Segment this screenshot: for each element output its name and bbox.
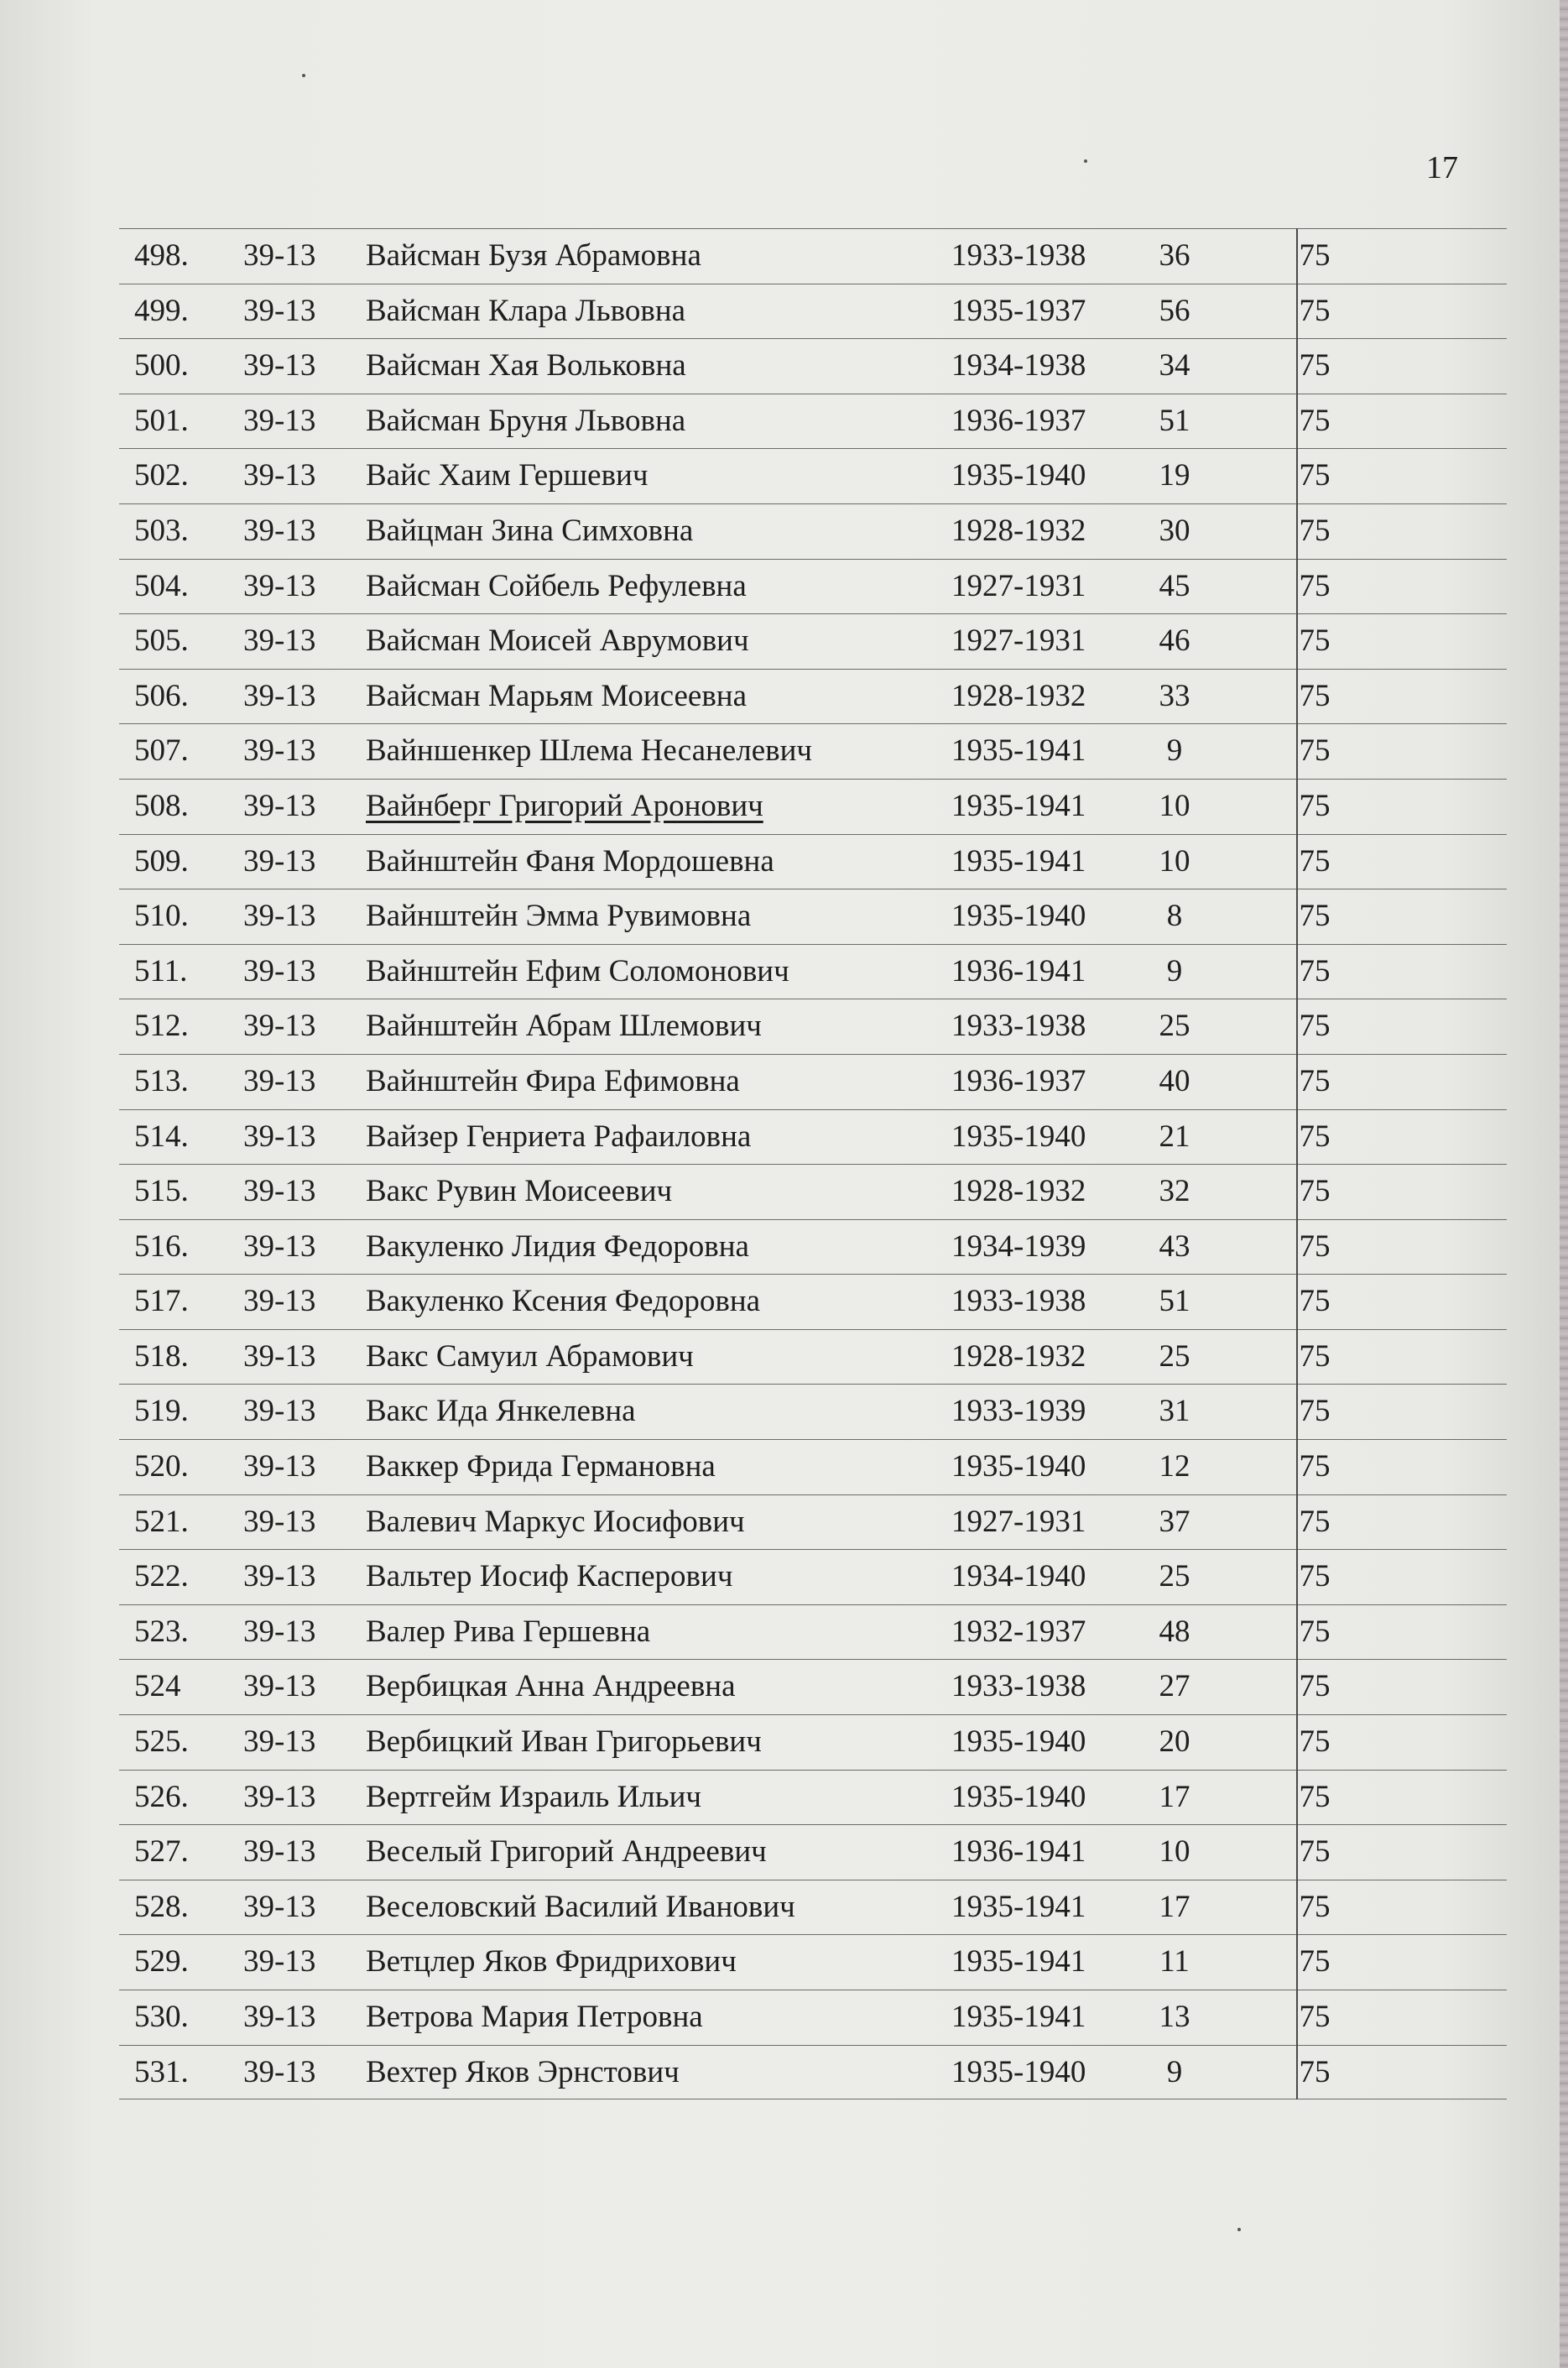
row-code: 39-13 <box>243 1504 316 1539</box>
row-value: 75 <box>1299 2054 1331 2089</box>
row-years: 1927-1931 <box>951 623 1086 659</box>
row-years: 1935-1940 <box>951 1779 1086 1814</box>
row-value: 75 <box>1299 513 1331 548</box>
row-value: 75 <box>1299 1228 1331 1264</box>
row-years: 1935-1940 <box>951 899 1086 934</box>
row-name: Вайцман Зина Симховна <box>366 513 694 548</box>
row-years: 1935-1940 <box>951 1119 1086 1154</box>
row-count: 48 <box>1159 1614 1190 1649</box>
row-count: 13 <box>1159 2000 1190 2034</box>
row-value: 75 <box>1299 1284 1331 1319</box>
row-years: 1936-1941 <box>951 953 1086 988</box>
table-row <box>119 1054 1507 1109</box>
row-number: 516. <box>134 1228 189 1264</box>
row-name: Вакс Ида Янкелевна <box>366 1394 636 1429</box>
row-count: 45 <box>1159 568 1190 603</box>
row-number: 514. <box>134 1119 189 1154</box>
row-number: 498. <box>134 238 189 273</box>
row-count: 37 <box>1159 1504 1190 1539</box>
table-row <box>119 1384 1507 1439</box>
row-count: 11 <box>1159 1944 1190 1979</box>
row-number: 530. <box>134 2000 189 2034</box>
row-count: 10 <box>1159 843 1190 879</box>
row-name: Вакс Самуил Абрамович <box>366 1338 694 1374</box>
row-code: 39-13 <box>243 1834 316 1870</box>
row-code: 39-13 <box>243 1338 316 1374</box>
table-row <box>119 448 1507 503</box>
row-code: 39-13 <box>243 623 316 659</box>
table-row <box>119 1880 1507 1935</box>
table-row <box>119 1329 1507 1385</box>
row-years: 1935-1941 <box>951 843 1086 879</box>
row-number: 525. <box>134 1724 189 1760</box>
row-name: Валевич Маркус Иосифович <box>366 1504 745 1539</box>
row-code: 39-13 <box>243 1394 316 1429</box>
row-count: 51 <box>1159 403 1190 438</box>
row-number: 510. <box>134 899 189 934</box>
row-years: 1935-1941 <box>951 733 1086 769</box>
row-value: 75 <box>1299 733 1331 769</box>
row-code: 39-13 <box>243 1009 316 1044</box>
row-count: 12 <box>1159 1449 1190 1484</box>
row-years: 1936-1937 <box>951 1063 1086 1098</box>
table-row <box>119 779 1507 834</box>
row-number: 526. <box>134 1779 189 1814</box>
table-row <box>119 723 1507 779</box>
row-years: 1933-1938 <box>951 1669 1086 1704</box>
table-row <box>119 1770 1507 1825</box>
row-years: 1935-1937 <box>951 293 1086 328</box>
row-count: 46 <box>1159 623 1190 659</box>
row-count: 25 <box>1159 1559 1190 1594</box>
row-years: 1935-1940 <box>951 1724 1086 1760</box>
row-years: 1927-1931 <box>951 1504 1086 1539</box>
row-code: 39-13 <box>243 2000 316 2034</box>
row-years: 1935-1941 <box>951 1889 1086 1924</box>
row-value: 75 <box>1299 1779 1331 1814</box>
row-value: 75 <box>1299 293 1331 328</box>
table-row <box>119 284 1507 339</box>
table-row <box>119 834 1507 889</box>
paper-speck <box>302 74 305 77</box>
table-row <box>119 613 1507 669</box>
row-years: 1928-1932 <box>951 513 1086 548</box>
row-number: 500. <box>134 348 189 383</box>
row-number: 521. <box>134 1504 189 1539</box>
row-number: 509. <box>134 843 189 879</box>
row-code: 39-13 <box>243 1614 316 1649</box>
row-years: 1933-1938 <box>951 238 1086 273</box>
row-number: 512. <box>134 1009 189 1044</box>
table-row <box>119 228 1507 284</box>
row-number: 529. <box>134 1944 189 1979</box>
table-row <box>119 999 1507 1054</box>
row-count: 36 <box>1159 238 1190 273</box>
row-number: 503. <box>134 513 189 548</box>
row-code: 39-13 <box>243 1119 316 1154</box>
row-number: 523. <box>134 1614 189 1649</box>
row-name: Вайсман Сойбель Рефулевна <box>366 568 747 603</box>
row-years: 1933-1939 <box>951 1394 1086 1429</box>
row-code: 39-13 <box>243 513 316 548</box>
row-number: 519. <box>134 1394 189 1429</box>
row-number: 506. <box>134 678 189 713</box>
row-name: Вайс Хаим Гершевич <box>366 458 649 493</box>
row-code: 39-13 <box>243 1889 316 1924</box>
row-count: 25 <box>1159 1009 1190 1044</box>
row-number: 522. <box>134 1559 189 1594</box>
row-value: 75 <box>1299 623 1331 659</box>
row-number: 524 <box>134 1669 181 1704</box>
row-count: 51 <box>1159 1284 1190 1319</box>
row-value: 75 <box>1299 1394 1331 1429</box>
row-value: 75 <box>1299 953 1331 988</box>
table-row <box>119 1990 1507 2045</box>
row-years: 1927-1931 <box>951 568 1086 603</box>
row-count: 40 <box>1159 1063 1190 1098</box>
table-row <box>119 1274 1507 1329</box>
row-name: Вайнштейн Эмма Рувимовна <box>366 899 752 934</box>
row-code: 39-13 <box>243 1724 316 1760</box>
page-number: 17 <box>1426 150 1458 185</box>
row-number: 507. <box>134 733 189 769</box>
row-value: 75 <box>1299 403 1331 438</box>
row-value: 75 <box>1299 899 1331 934</box>
row-value: 75 <box>1299 1614 1331 1649</box>
row-code: 39-13 <box>243 1174 316 1209</box>
row-years: 1936-1941 <box>951 1834 1086 1870</box>
row-years: 1928-1932 <box>951 678 1086 713</box>
row-value: 75 <box>1299 2000 1331 2034</box>
row-count: 56 <box>1159 293 1190 328</box>
row-value: 75 <box>1299 1063 1331 1098</box>
table-row <box>119 1604 1507 1660</box>
row-number: 502. <box>134 458 189 493</box>
row-name: Вайнберг Григорий Аронович <box>366 788 763 823</box>
row-code: 39-13 <box>243 2054 316 2089</box>
row-value: 75 <box>1299 788 1331 823</box>
row-name: Вайнштейн Фира Ефимовна <box>366 1063 740 1098</box>
table-row <box>119 889 1507 944</box>
row-name: Ветцлер Яков Фридрихович <box>366 1944 737 1979</box>
row-name: Вайсман Бруня Львовна <box>366 403 686 438</box>
row-name: Вайншенкер Шлема Несанелевич <box>366 733 813 769</box>
row-count: 21 <box>1159 1119 1190 1154</box>
table-row <box>119 1109 1507 1165</box>
row-code: 39-13 <box>243 293 316 328</box>
row-name: Веселовский Василий Иванович <box>366 1889 795 1924</box>
row-count: 9 <box>1166 953 1183 988</box>
row-number: 517. <box>134 1284 189 1319</box>
row-years: 1936-1937 <box>951 403 1086 438</box>
row-count: 10 <box>1159 788 1190 823</box>
row-name: Вербицкий Иван Григорьевич <box>366 1724 762 1760</box>
row-value: 75 <box>1299 1504 1331 1539</box>
row-name: Вертгейм Израиль Ильич <box>366 1779 701 1814</box>
table-row <box>119 338 1507 394</box>
row-value: 75 <box>1299 1338 1331 1374</box>
row-name: Вайсман Марьям Моисеевна <box>366 678 748 713</box>
row-number: 504. <box>134 568 189 603</box>
row-count: 27 <box>1159 1669 1190 1704</box>
row-name: Вайсман Моисей Аврумович <box>366 623 749 659</box>
row-number: 520. <box>134 1449 189 1484</box>
row-code: 39-13 <box>243 458 316 493</box>
table-row <box>119 1934 1507 1990</box>
row-count: 34 <box>1159 348 1190 383</box>
row-value: 75 <box>1299 1669 1331 1704</box>
row-name: Вербицкая Анна Андреевна <box>366 1669 736 1704</box>
row-name: Вайнштейн Фаня Мордошевна <box>366 843 774 879</box>
row-count: 17 <box>1159 1779 1190 1814</box>
table-row <box>119 1494 1507 1550</box>
table-row <box>119 503 1507 559</box>
row-number: 508. <box>134 788 189 823</box>
row-code: 39-13 <box>243 1559 316 1594</box>
row-number: 528. <box>134 1889 189 1924</box>
row-value: 75 <box>1299 458 1331 493</box>
row-name: Ваккер Фрида Германовна <box>366 1449 716 1484</box>
row-code: 39-13 <box>243 899 316 934</box>
row-code: 39-13 <box>243 733 316 769</box>
row-number: 513. <box>134 1063 189 1098</box>
row-value: 75 <box>1299 1834 1331 1870</box>
row-name: Вайсман Клара Львовна <box>366 293 686 328</box>
row-years: 1932-1937 <box>951 1614 1086 1649</box>
table-row <box>119 2045 1507 2100</box>
row-number: 505. <box>134 623 189 659</box>
row-value: 75 <box>1299 1889 1331 1924</box>
row-code: 39-13 <box>243 348 316 383</box>
table-row <box>119 1219 1507 1275</box>
row-code: 39-13 <box>243 1063 316 1098</box>
row-name: Вайзер Генриета Рафаиловна <box>366 1119 752 1154</box>
table-row <box>119 944 1507 999</box>
table-row <box>119 1439 1507 1494</box>
row-code: 39-13 <box>243 1779 316 1814</box>
row-number: 518. <box>134 1338 189 1374</box>
row-years: 1933-1938 <box>951 1009 1086 1044</box>
row-count: 20 <box>1159 1724 1190 1760</box>
row-years: 1935-1940 <box>951 458 1086 493</box>
row-value: 75 <box>1299 1174 1331 1209</box>
row-years: 1933-1938 <box>951 1284 1086 1319</box>
table-row <box>119 1549 1507 1604</box>
row-name: Вакуленко Ксения Федоровна <box>366 1284 761 1319</box>
row-code: 39-13 <box>243 568 316 603</box>
row-count: 17 <box>1159 1889 1190 1924</box>
row-years: 1934-1938 <box>951 348 1086 383</box>
row-name: Вайнштейн Ефим Соломонович <box>366 953 789 988</box>
row-name: Вакс Рувин Моисеевич <box>366 1174 673 1209</box>
row-count: 33 <box>1159 678 1190 713</box>
row-years: 1935-1940 <box>951 2054 1086 2089</box>
row-value: 75 <box>1299 238 1331 273</box>
row-years: 1934-1940 <box>951 1559 1086 1594</box>
row-name: Ветрова Мария Петровна <box>366 2000 703 2034</box>
row-count: 8 <box>1166 899 1183 934</box>
row-code: 39-13 <box>243 1284 316 1319</box>
row-name: Вехтер Яков Эрнстович <box>366 2054 680 2089</box>
table-row <box>119 669 1507 724</box>
table-row <box>119 559 1507 614</box>
row-code: 39-13 <box>243 403 316 438</box>
row-value: 75 <box>1299 1119 1331 1154</box>
row-name: Вайнштейн Абрам Шлемович <box>366 1009 762 1044</box>
row-count: 25 <box>1159 1338 1190 1374</box>
row-code: 39-13 <box>243 1944 316 1979</box>
row-number: 499. <box>134 293 189 328</box>
row-number: 511. <box>134 953 188 988</box>
row-code: 39-13 <box>243 953 316 988</box>
row-count: 43 <box>1159 1228 1190 1264</box>
row-years: 1928-1932 <box>951 1174 1086 1209</box>
row-code: 39-13 <box>243 1449 316 1484</box>
column-rule <box>1296 228 1298 2099</box>
row-years: 1935-1941 <box>951 2000 1086 2034</box>
row-years: 1935-1940 <box>951 1449 1086 1484</box>
table-row <box>119 1659 1507 1714</box>
paper-speck <box>1084 159 1087 163</box>
row-name: Вайсман Бузя Абрамовна <box>366 238 701 273</box>
row-code: 39-13 <box>243 788 316 823</box>
row-count: 10 <box>1159 1834 1190 1870</box>
row-years: 1928-1932 <box>951 1338 1086 1374</box>
row-code: 39-13 <box>243 1669 316 1704</box>
row-value: 75 <box>1299 348 1331 383</box>
row-count: 32 <box>1159 1174 1190 1209</box>
row-number: 515. <box>134 1174 189 1209</box>
paper-speck <box>1237 2228 1241 2231</box>
page-edge <box>1560 0 1568 2368</box>
table-row <box>119 1824 1507 1880</box>
row-code: 39-13 <box>243 678 316 713</box>
row-value: 75 <box>1299 1944 1331 1979</box>
row-code: 39-13 <box>243 843 316 879</box>
row-years: 1935-1941 <box>951 788 1086 823</box>
table-row <box>119 394 1507 449</box>
row-value: 75 <box>1299 1449 1331 1484</box>
row-code: 39-13 <box>243 238 316 273</box>
row-value: 75 <box>1299 1009 1331 1044</box>
register-table <box>119 228 1507 2099</box>
row-name: Вайсман Хая Вольковна <box>366 348 686 383</box>
row-code: 39-13 <box>243 1228 316 1264</box>
row-count: 19 <box>1159 458 1190 493</box>
row-years: 1935-1941 <box>951 1944 1086 1979</box>
row-value: 75 <box>1299 678 1331 713</box>
row-value: 75 <box>1299 1724 1331 1760</box>
row-name: Вакуленко Лидия Федоровна <box>366 1228 749 1264</box>
row-years: 1934-1939 <box>951 1228 1086 1264</box>
row-number: 531. <box>134 2054 189 2089</box>
row-value: 75 <box>1299 1559 1331 1594</box>
row-number: 501. <box>134 403 189 438</box>
row-count: 9 <box>1166 733 1183 769</box>
table-row <box>119 1164 1507 1219</box>
row-value: 75 <box>1299 843 1331 879</box>
row-count: 9 <box>1166 2054 1183 2089</box>
row-value: 75 <box>1299 568 1331 603</box>
row-name: Валер Рива Гершевна <box>366 1614 651 1649</box>
row-count: 31 <box>1159 1394 1190 1429</box>
row-number: 527. <box>134 1834 189 1870</box>
row-name: Вальтер Иосиф Касперович <box>366 1559 733 1594</box>
row-name: Веселый Григорий Андреевич <box>366 1834 767 1870</box>
table-row <box>119 1714 1507 1770</box>
row-count: 30 <box>1159 513 1190 548</box>
